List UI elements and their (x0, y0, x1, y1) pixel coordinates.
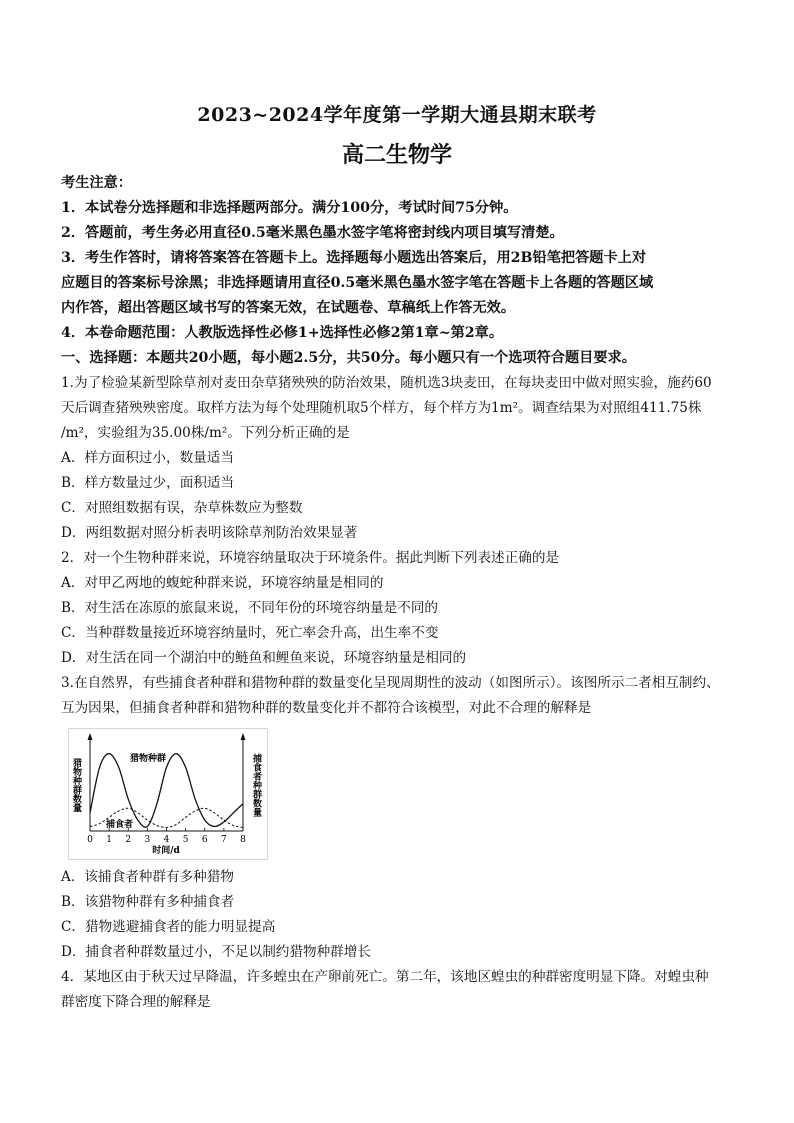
notice-heading: 考生注意： (61, 175, 132, 191)
question-1-option-b: B．样方数量过少，面积适当 (61, 475, 235, 491)
question-1-option-a: A．样方面积过小，数量适当 (61, 450, 234, 466)
question-1-line: 1.为了检验某新型除草剂对麦田杂草猪殃殃的防治效果，随机选3块麦田，在每块麦田中做对照实验，施药60 (61, 375, 712, 391)
x-tick-label: 0 (87, 835, 93, 845)
x-tick-label: 5 (182, 835, 189, 845)
series-prey-line (90, 754, 243, 828)
right-axis-arrow (241, 733, 246, 740)
notice-item: 1．本试卷分选择题和非选择题两部分。满分100分，考试时间75分钟。 (61, 200, 518, 216)
question-3-line: 互为因果，但捕食者种群和猎物种群的数量变化并不都符合该模型，对此不合理的解释是 (61, 700, 592, 716)
notice-item: 3．考生作答时，请将答案答在答题卡上。选择题每小题选出答案后，用2B铅笔把答题卡上对 (61, 250, 647, 266)
question-3-option-a: A．该捕食者种群有多种猎物 (61, 869, 234, 885)
x-tick-label: 8 (240, 835, 246, 845)
question-3-option-d: D．捕食者种群数量过小，不足以制约猎物种群增长 (61, 944, 371, 960)
question-2-option-b: B．对生活在冻原的旅鼠来说，不同年份的环境容纳量是不同的 (61, 600, 439, 616)
question-1-option-d: D．两组数据对照分析表明该除草剂防治效果显著 (61, 525, 358, 541)
y-left-label: 猎物种群数量 (71, 758, 81, 812)
question-4-line: 4．某地区由于秋天过早降温，许多蝗虫在产卵前死亡。第二年，该地区蝗虫的种群密度明显下降。对蝗虫种 (61, 969, 709, 985)
question-1-option-c: C．对照组数据有误，杂草株数应为整数 (61, 500, 303, 516)
notice-item: 内作答，超出答题区域书写的答案无效，在试题卷、草稿纸上作答无效。 (61, 300, 516, 316)
question-2-option-c: C．当种群数量接近环境容纳量时，死亡率会升高，出生率不变 (61, 625, 439, 641)
question-3-option-c: C．猎物逃避捕食者的能力明显提高 (61, 919, 276, 935)
y-right-label: 捕食者种群数量 (251, 753, 261, 817)
question-4-line: 群密度下降合理的解释是 (61, 994, 211, 1010)
question-1-line: 天后调查猪殃殃密度。取样方法为每个处理随机取5个样方，每个样方为1m²。调查结果为对照组411.75株 (61, 400, 702, 416)
exam-title: 2023~2024学年度第一学期大通县期末联考 (197, 104, 597, 126)
question-3-option-b: B．该猎物种群有多种捕食者 (61, 894, 235, 910)
x-tick-label: 1 (106, 835, 112, 845)
x-tick-label: 2 (125, 835, 132, 845)
x-axis-label: 时间/d (152, 846, 180, 856)
series-predator-label: 捕食者 (106, 820, 134, 830)
x-tick-label: 6 (201, 835, 208, 845)
question-3-line: 3.在自然界，有些捕食者种群和猎物种群的数量变化呈现周期性的波动（如图所示）。该图所示二者相互制约、 (61, 675, 720, 691)
question-2-option-a: A．对甲乙两地的蝮蛇种群来说，环境容纳量是相同的 (61, 575, 384, 591)
x-tick-label: 3 (144, 835, 151, 845)
section-heading: 一、选择题：本题共20小题，每小题2.5分，共50分。每小题只有一个选项符合题目要求。 (61, 350, 636, 366)
notice-item: 2．答题前，考生务必用直径0.5毫米黑色墨水签字笔将密封线内项目填写清楚。 (61, 225, 564, 241)
x-tick-label: 4 (163, 835, 170, 845)
question-1-line: /m²，实验组为35.00株/m²。下列分析正确的是 (61, 425, 350, 441)
question-2-line: 2．对一个生物种群来说，环境容纳量取决于环境条件。据此判断下列表述正确的是 (61, 550, 560, 566)
predator-prey-chart (68, 728, 268, 860)
x-tick-label: 7 (221, 835, 227, 845)
subject-title: 高二生物学 (341, 142, 452, 168)
left-axis-arrow (88, 733, 93, 740)
series-prey-label: 猎物种群 (130, 754, 167, 764)
question-2-option-d: D．对生活在同一个湖泊中的鲢鱼和鲤鱼来说，环境容纳量是相同的 (61, 650, 467, 666)
notice-item: 应题目的答案标号涂黑；非选择题请用直径0.5毫米黑色墨水签字笔在答题卡上各题的答题区域 (61, 275, 654, 291)
notice-item: 4．本卷命题范围：人教版选择性必修1+选择性必修2第1章~第2章。 (61, 325, 504, 341)
